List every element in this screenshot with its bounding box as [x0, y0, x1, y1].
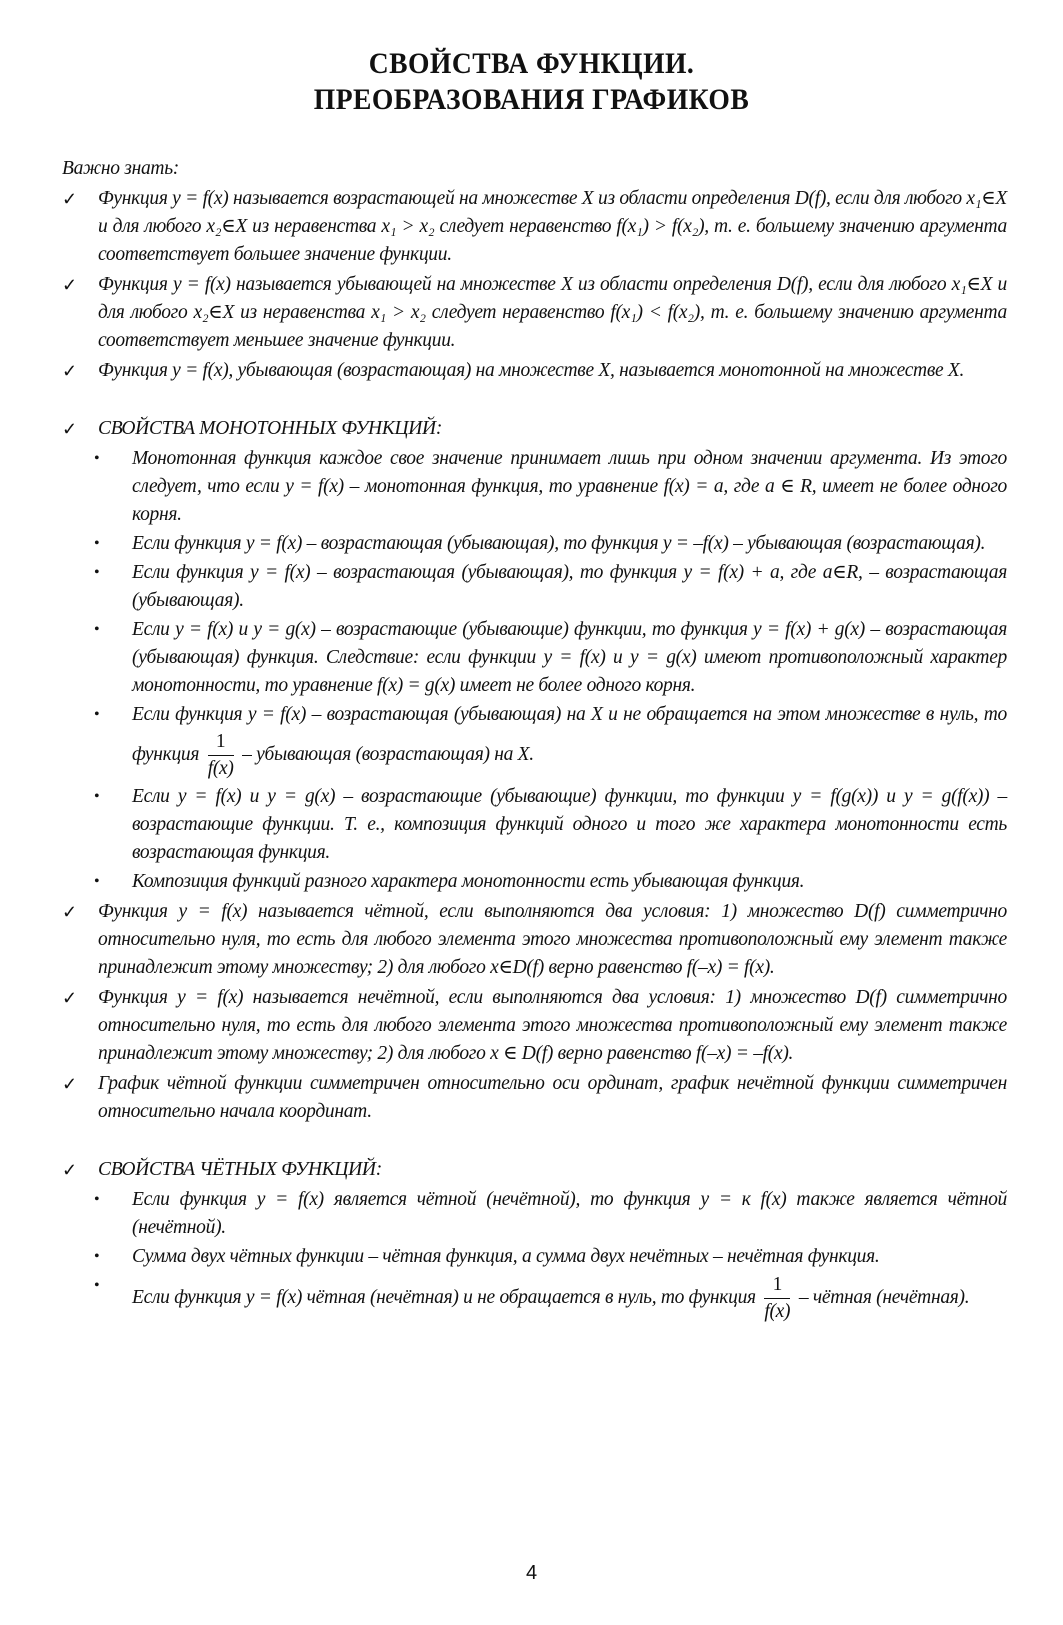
checkmark-icon: ✓: [62, 1160, 77, 1180]
list-item-text: Если функция y = f(x) является чётной (нечётной), то функция y = к f(x) также является чётной (нечётной).: [132, 1189, 1007, 1238]
list-item: [62, 1243, 1007, 1271]
list-item: [62, 530, 1007, 558]
fraction-denominator: f(x): [207, 758, 234, 779]
title-line-1: СВОЙСТВА ФУНКЦИИ.: [368, 47, 695, 80]
list-item: [62, 783, 1007, 867]
list-item-text: Если y = f(x) и y = g(x) – возрастающие (убывающие) функции, то функции y = f(g(x)) и y = g(f(x)) – возрастающие функции. Т. е., композиция функций одного и того же характера монотонности есть возрастающая функция.: [132, 786, 1007, 863]
fraction-formula: [208, 729, 234, 782]
list-item-text: Если функция y = f(x) – возрастающая (убывающая), то функция y = f(x) + a, где a∈R, – возрастающая (убывающая).: [132, 562, 1007, 611]
definition-text: График чётной функции симметричен относительно оси ординат, график нечётной функции симметричен относительно начала координат.: [98, 1073, 1007, 1122]
list-item-text: Если функция y = f(x) – возрастающая (убывающая) на X и не обращается на этом множестве в нуль, то функция: [132, 704, 1007, 765]
bullet-icon: •: [94, 535, 100, 552]
fraction-denominator: f(x): [764, 1301, 791, 1322]
fraction-numerator: 1: [208, 729, 234, 756]
list-item-text: Сумма двух чётных функции – чётная функция, а сумма двух нечётных – нечётная функция.: [132, 1246, 880, 1267]
bullet-icon: •: [94, 1191, 100, 1208]
definition-decreasing: [62, 271, 1007, 355]
definition-even: [62, 898, 1007, 982]
definition-odd: [62, 984, 1007, 1068]
bullet-icon: •: [94, 788, 100, 805]
list-item-text: Если функция y = f(x) – возрастающая (убывающая), то функция y = –f(x) – убывающая (возрастающая).: [132, 533, 986, 554]
page-number: 4: [525, 1562, 538, 1584]
list-item-text: Композиция функций разного характера монотонности есть убывающая функция.: [132, 871, 805, 892]
list-item-text: Если y = f(x) и y = g(x) – возрастающие (убывающие) функции, то функция y = f(x) + g(x) – возрастающая (убывающая) функция. Следствие: если функции y = f(x) и y = g(x) имеют противоположный характер монотонности, то уравнение f(x) = g(x) имеет не более одного корня.: [132, 619, 1007, 696]
page-title: [43, 46, 1021, 118]
bullet-icon: •: [94, 564, 100, 581]
section-heading: СВОЙСТВА МОНОТОННЫХ ФУНКЦИЙ:: [98, 418, 443, 439]
bullet-icon: •: [94, 621, 100, 638]
definition-text: Функция y = f(x) называется чётной, если выполняются два условия: 1) множество D(f) симметрично относительно нуля, то есть для любого элемента этого множества противоположный ему элемент также принадлежит этому множеству; 2) для любого x∈D(f) верно равенство f(–x) = f(x).: [98, 901, 1007, 978]
list-item-reciprocal: [62, 701, 1007, 782]
list-item: [62, 1186, 1007, 1242]
definition-text: Функция y = f(x) называется убывающей на множестве X из области определения D(f), если для любого x₁∈X и для любого x₂∈X из неравенства x₁ > x₂ следует неравенство f(x₁) < f(x₂), т. е. большему значению аргумента соответствует меньшее значение функции.: [98, 274, 1007, 351]
list-item-reciprocal: [62, 1272, 1007, 1325]
list-item-text: Монотонная функция каждое свое значение принимает лишь при одном значении аргумента. Из этого следует, что если y = f(x) – монотонная функция, то уравнение f(x) = a, где a ∈ R, имеет не более одного корня.: [132, 448, 1007, 525]
checkmark-icon: ✓: [62, 361, 77, 381]
monotonic-properties-list: [62, 445, 1007, 896]
fraction-formula: [764, 1272, 790, 1325]
list-item: [62, 616, 1007, 700]
list-item-text-after: – убывающая (возрастающая) на X.: [242, 743, 534, 765]
list-item: [62, 559, 1007, 615]
definition-increasing: [62, 185, 1007, 269]
section-heading: СВОЙСТВА ЧЁТНЫХ ФУНКЦИЙ:: [98, 1159, 382, 1180]
list-item-text-after: – чётная (нечётная).: [798, 1286, 970, 1308]
list-item-text: Если функция y = f(x) чётная (нечётная) и не обращается в нуль, то функция: [132, 1286, 756, 1308]
bullet-icon: •: [94, 706, 100, 723]
bullet-icon: •: [94, 1248, 100, 1265]
even-properties-list: [62, 1186, 1007, 1325]
checkmark-icon: ✓: [62, 902, 77, 922]
definition-text: Функция y = f(x), убывающая (возрастающая) на множестве X, называется монотонной на множестве X.: [98, 360, 965, 381]
bullet-icon: •: [94, 1277, 100, 1294]
list-item: [62, 868, 1007, 896]
checkmark-icon: ✓: [62, 419, 77, 439]
definition-text: Функция y = f(x) называется возрастающей на множестве X из области определения D(f), если для любого x₁∈X и для любого x₂∈X из неравенства x₁ > x₂ следует неравенство f(x₁) > f(x₂), т. е. большему значению аргумента соответствует большее значение функции.: [98, 188, 1007, 265]
section-monotonic-properties: [62, 415, 1007, 443]
checkmark-icon: ✓: [62, 988, 77, 1008]
checkmark-icon: ✓: [62, 275, 77, 295]
checkmark-icon: ✓: [62, 189, 77, 209]
document-body: [62, 155, 1007, 1325]
bullet-icon: •: [94, 873, 100, 890]
graph-symmetry-note: [62, 1070, 1007, 1126]
list-item: [62, 445, 1007, 529]
definition-text: Функция y = f(x) называется нечётной, если выполняются два условия: 1) множество D(f) симметрично относительно нуля, то есть для любого элемента этого множества противоположный ему элемент также принадлежит этому множеству; 2) для любого x ∈ D(f) верно равенство f(–x) = –f(x).: [98, 987, 1007, 1064]
intro-label: Важно знать:: [62, 158, 179, 179]
fraction-numerator: 1: [764, 1272, 790, 1299]
bullet-icon: •: [94, 450, 100, 467]
section-even-properties: [62, 1156, 1007, 1184]
definition-monotonic: [62, 357, 1007, 385]
title-line-2: ПРЕОБРАЗОВАНИЯ ГРАФИКОВ: [313, 83, 750, 116]
checkmark-icon: ✓: [62, 1074, 77, 1094]
